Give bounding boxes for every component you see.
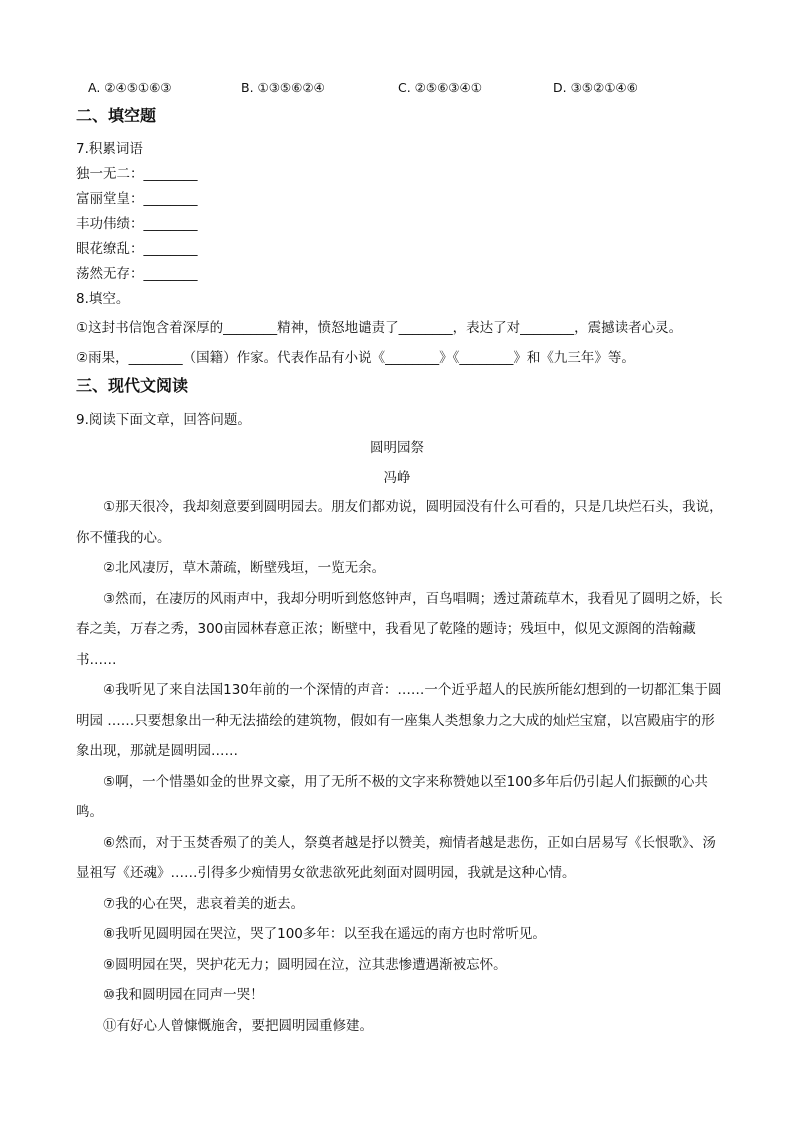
q7-item: 独一无二：________ xyxy=(76,166,198,182)
article-author: 冯峥 xyxy=(383,470,411,486)
option-a: A. ②④⑤①⑥③ xyxy=(88,80,172,95)
article-paragraph: ①那天很冷，我却刻意要到圆明园去。朋友们都劝说，圆明园没有什么可看的，只是几块烂石头，我说，你不懂我的心。 xyxy=(76,499,723,546)
article-body xyxy=(76,492,726,1041)
q7-item: 眼花缭乱：________ xyxy=(76,241,198,257)
article-paragraph: ⑤啊，一个惜墨如金的世界文豪，用了无所不极的文字来称赞她以至100多年后仍引起人们振颤的心共鸣。 xyxy=(76,773,708,820)
option-d: D. ③⑤②①④⑥ xyxy=(553,80,638,95)
article-paragraph: ⑪有好心人曾慷慨施舍，要把圆明园重修建。 xyxy=(103,1017,373,1034)
article-paragraph: ④我听见了来自法国130年前的一个深情的声音：……一个近乎超人的民族所能幻想到的一切都汇集于圆明园 ……只要想象出一种无法描绘的建筑物，假如有一座集人类想象力之大成的灿烂宝窟，以宫殿庙宇的形象出现，那就是圆明园…… xyxy=(76,682,722,759)
article-title: 圆明园祭 xyxy=(370,440,424,456)
article-paragraph: ⑨圆明园在哭，哭护花无力；圆明园在泣，泣其悲惨遭遇渐被忘怀。 xyxy=(103,956,507,973)
q8-title: 8.填空。 xyxy=(76,291,130,307)
article-paragraph: ②北风凄厉，草木萧疏，断壁残垣，一览无余。 xyxy=(103,560,386,576)
option-b: B. ①③⑤⑥②④ xyxy=(241,80,325,95)
article-paragraph: ⑧我听见圆明园在哭泣，哭了100多年：以至我在遥远的南方也时常听见。 xyxy=(103,926,546,942)
q7-item: 荡然无存：________ xyxy=(76,266,198,282)
q8-line-2: ②雨果，________（国籍）作家。代表作品有小说《________》《________》和《九三年》等。 xyxy=(76,350,635,366)
q7-item: 富丽堂皇：________ xyxy=(76,191,198,207)
section-2-heading: 二、填空题 xyxy=(76,106,157,125)
q8-line-1: ①这封书信饱含着深厚的________精神，愤怒地谴责了________，表达了对________，震撼读者心灵。 xyxy=(76,320,683,336)
answer-options xyxy=(88,80,638,95)
option-c: C. ②⑤⑥③④① xyxy=(398,80,482,95)
section-3-heading: 三、现代文阅读 xyxy=(76,376,189,395)
q9-title: 9.阅读下面文章，回答问题。 xyxy=(76,412,251,428)
q7-item: 丰功伟绩：________ xyxy=(76,216,198,232)
article-paragraph: ③然而，在凄厉的风雨声中，我却分明听到悠悠钟声，百鸟唱啁；透过萧疏草木，我看见了圆明之娇，长春之美，万春之秀，300亩园林春意正浓；断壁中，我看见了乾隆的题诗；残垣中，似见文源阁的浩翰藏书…… xyxy=(76,590,723,668)
q7-title: 7.积累词语 xyxy=(76,141,143,157)
article-paragraph: ⑦我的心在哭，悲哀着美的逝去。 xyxy=(103,895,305,912)
article-paragraph: ⑥然而，对于玉焚香殒了的美人，祭奠者越是抒以赞美，痴情者越是悲伤，正如白居易写《长恨歌》、汤显祖写《还魂》……引得多少痴情男女欲悲欲死此刻面对圆明园，我就是这种心情。 xyxy=(76,834,716,881)
article-paragraph: ⑩我和圆明园在同声一哭！ xyxy=(103,987,264,1003)
